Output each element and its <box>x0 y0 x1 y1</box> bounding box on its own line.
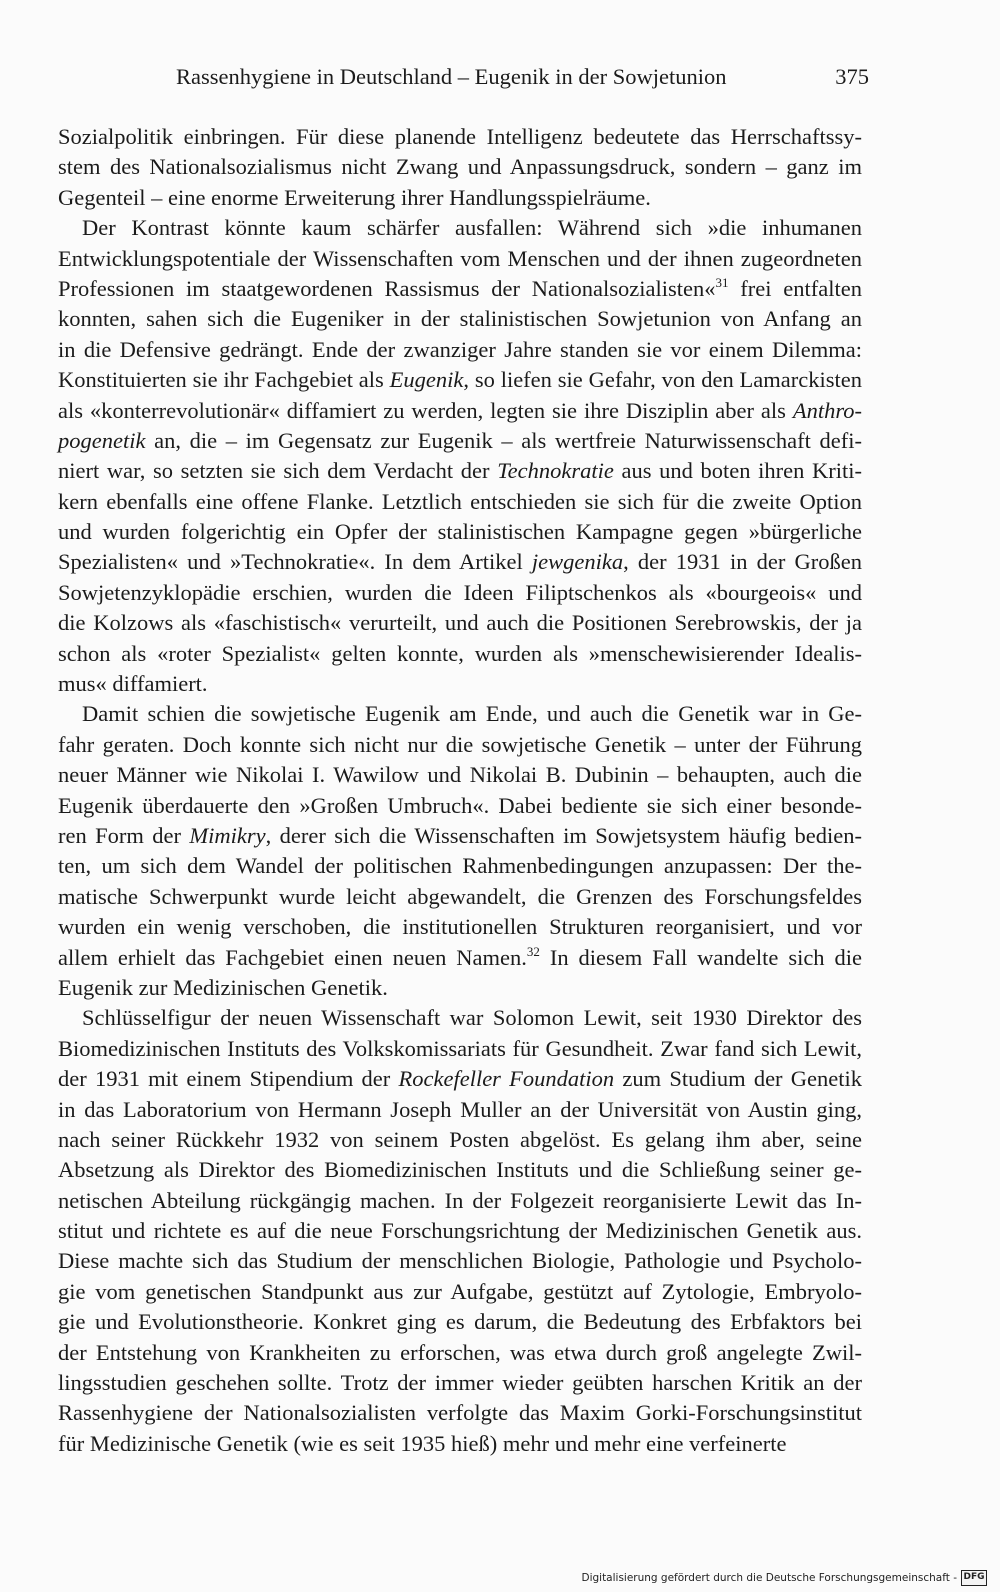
text-segment: als «konterrevolutionär« diffamiert zu werden, legten sie ihre Disziplin aber als <box>58 397 793 423</box>
text-line <box>58 1186 862 1216</box>
text-line <box>58 183 862 213</box>
text-line <box>58 365 862 395</box>
text-line <box>58 912 862 942</box>
text-line <box>58 152 862 182</box>
text-line <box>58 122 862 152</box>
text-line <box>58 274 862 304</box>
text-line <box>58 943 862 973</box>
text-line <box>58 1064 862 1094</box>
text-line <box>58 882 862 912</box>
text-line <box>58 1216 862 1246</box>
text-segment: konnten, sahen sich die Eugeniker in der stalinistischen Sowjetunion von Anfang an <box>58 306 862 332</box>
italic-term: Technokratie <box>497 458 614 484</box>
text-line <box>58 699 862 729</box>
text-line <box>58 1155 862 1185</box>
text-segment: Diese machte sich das Studium der menschlichen Biologie, Pathologie und Psycholo- <box>58 1248 862 1274</box>
text-segment: netischen Abteilung rückgängig machen. In der Folgezeit reorganisierte Lewit das In- <box>58 1187 862 1213</box>
text-line <box>58 1246 862 1276</box>
text-line <box>58 335 862 365</box>
text-segment: frei entfalten <box>728 275 862 301</box>
text-segment: ten, um sich dem Wandel der politischen Rahmenbedingungen anzupassen: Der the- <box>58 853 862 879</box>
italic-term: Rockefeller Foundation <box>398 1066 615 1092</box>
text-line <box>58 1368 862 1398</box>
text-segment: an, die – im Gegensatz zur Eugenik – als wertfreie Naturwissenschaft defi- <box>145 427 862 453</box>
text-segment: Gegenteil – eine enorme Erweiterung ihrer Handlungsspielräume. <box>58 184 651 210</box>
italic-term: pogenetik <box>58 427 146 453</box>
text-segment: , der 1931 in der Großen <box>623 549 862 575</box>
text-segment: matische Schwerpunkt wurde leicht abgewandelt, die Grenzen des Forschungsfeldes <box>58 883 862 909</box>
text-segment: lingsstudien geschehen sollte. Trotz der immer wieder geübten harschen Kritik an der <box>58 1370 862 1396</box>
text-segment: gie und Evolutionstheorie. Konkret ging es darum, die Bedeutung des Erbfaktors bei <box>58 1309 862 1335</box>
text-line <box>58 517 862 547</box>
text-segment: und wurden folgerichtig ein Opfer der stalinistischen Kampagne gegen »bürgerliche <box>58 519 862 545</box>
text-segment: nach seiner Rückkehr 1932 von seinem Posten abgelöst. Es gelang ihm aber, seine <box>58 1126 862 1152</box>
text-segment: Sozialpolitik einbringen. Für diese planende Intelligenz bedeutete das Herrschaftssy- <box>58 124 862 149</box>
text-segment: ren Form der <box>58 822 190 848</box>
text-segment: stem des Nationalsozialismus nicht Zwang und Anpassungsdruck, sondern – ganz im <box>58 154 862 180</box>
text-line <box>58 1277 862 1307</box>
text-line <box>58 426 862 456</box>
text-segment: fahr geraten. Doch konnte sich nicht nur die sowjetische Genetik – unter der Führung <box>58 731 862 757</box>
text-line <box>58 669 862 699</box>
text-segment: , so liefen sie Gefahr, von den Lamarckisten <box>463 367 862 393</box>
text-line <box>58 304 862 334</box>
digitization-credit <box>0 1566 1000 1592</box>
text-line <box>58 396 862 426</box>
text-line <box>58 730 862 760</box>
text-line <box>58 1429 862 1459</box>
footnote-ref: 32 <box>526 943 540 959</box>
text-line <box>58 213 862 243</box>
text-segment: Sowjetenzyklopädie erschien, wurden die Ideen Filiptschenkos als «bourgeois« und <box>58 579 862 605</box>
text-segment: Rassenhygiene der Nationalsozialisten verfolgte das Maxim Gorki-Forschungsinstitut <box>58 1400 862 1426</box>
text-segment: kern ebenfalls eine offene Flanke. Letztlich entschieden sie sich für die zweite Option <box>58 488 862 514</box>
text-segment: Spezialisten« und »Technokratie«. In dem Artikel <box>58 549 532 575</box>
text-segment: neuer Männer wie Nikolai I. Wawilow und Nikolai B. Dubinin – behaupten, auch die <box>58 762 862 788</box>
text-segment: Der Kontrast könnte kaum schärfer ausfallen: Während sich »die inhumanen <box>82 215 862 241</box>
text-line <box>58 821 862 851</box>
text-segment: niert war, so setzten sie sich dem Verdacht der <box>58 458 498 484</box>
text-segment: Absetzung als Direktor des Biomedizinischen Instituts und die Schließung seiner ge- <box>58 1157 862 1183</box>
text-line <box>58 608 862 638</box>
text-line <box>58 456 862 486</box>
text-line <box>58 851 862 881</box>
text-line <box>58 1095 862 1125</box>
text-segment: zum Studium der Genetik <box>614 1066 862 1092</box>
text-segment: Professionen im staatgewordenen Rassismus der Nationalsozialisten« <box>58 275 716 301</box>
text-segment: in das Laboratorium von Hermann Joseph Muller an der Universität von Austin ging, <box>58 1096 862 1122</box>
body-text <box>58 122 862 1459</box>
text-segment: die Kolzows als «faschistisch« verurteilt, und auch die Positionen Serebrowskis, der ja <box>58 610 862 636</box>
text-line <box>58 1398 862 1428</box>
text-line <box>58 1338 862 1368</box>
text-segment: Konstituierten sie ihr Fachgebiet als <box>58 367 390 393</box>
text-segment: aus und boten ihren Kriti- <box>613 458 862 484</box>
text-line <box>58 1307 862 1337</box>
text-line <box>58 578 862 608</box>
text-segment: gie vom genetischen Standpunkt aus zur Aufgabe, gestützt auf Zytologie, Embryolo- <box>58 1278 862 1304</box>
text-segment: Eugenik zur Medizinischen Genetik. <box>58 974 388 1000</box>
text-segment: stitut und richtete es auf die neue Forschungsrichtung der Medizinischen Genetik aus. <box>58 1218 862 1244</box>
text-segment: in die Defensive gedrängt. Ende der zwanziger Jahre standen sie vor einem Dilemma: <box>58 336 862 362</box>
text-segment: mus« diffamiert. <box>58 671 208 697</box>
running-title: Rassenhygiene in Deutschland – Eugenik in der Sowjetunion <box>176 64 727 89</box>
text-segment: für Medizinische Genetik (wie es seit 1935 hieß) mehr und mehr eine verfeinerte <box>58 1430 787 1456</box>
text-segment: In diesem Fall wandelte sich die <box>539 944 862 970</box>
text-segment: allem erhielt das Fachgebiet einen neuen Namen. <box>58 944 527 970</box>
italic-term: Eugenik <box>389 367 464 393</box>
footnote-ref: 31 <box>715 274 729 290</box>
page-number: 375 <box>835 64 869 89</box>
text-line <box>58 244 862 274</box>
text-line <box>58 547 862 577</box>
text-line <box>58 487 862 517</box>
text-segment: wurden ein wenig verschoben, die institutionellen Strukturen reorganisiert, und vor <box>58 914 862 940</box>
text-line <box>58 1003 862 1033</box>
text-line <box>58 973 862 1003</box>
italic-term: Anthro- <box>792 397 862 423</box>
text-segment: Schlüsselfigur der neuen Wissenschaft war Solomon Lewit, seit 1930 Direktor des <box>82 1005 862 1031</box>
credit-text: Digitalisierung gefördert durch die Deutsche Forschungsgemeinschaft - <box>581 1572 957 1584</box>
text-segment: Damit schien die sowjetische Eugenik am Ende, und auch die Genetik war in Ge- <box>82 701 862 727</box>
text-segment: , derer sich die Wissenschaften im Sowjetsystem häufig bedien- <box>265 822 862 848</box>
text-line <box>58 1034 862 1064</box>
text-segment: Eugenik überdauerte den »Großen Umbruch«. Dabei bediente sie sich einer besonde- <box>58 792 862 818</box>
text-segment: der 1931 mit einem Stipendium der <box>58 1066 399 1092</box>
text-segment: Biomedizinischen Instituts des Volkskomissariats für Gesundheit. Zwar fand sich Lewit, <box>58 1035 862 1061</box>
text-line <box>58 1125 862 1155</box>
dfg-logo: DFG <box>961 1570 987 1586</box>
italic-term: Mimikry <box>189 822 266 848</box>
text-segment: der Entstehung von Krankheiten zu erforschen, was etwa durch groß angelegte Zwil- <box>58 1339 862 1365</box>
text-line <box>58 791 862 821</box>
text-line <box>58 639 862 669</box>
text-segment: Entwicklungspotentiale der Wissenschaften vom Menschen und der ihnen zugeordneten <box>58 245 862 271</box>
italic-term: jewgenika <box>531 549 624 575</box>
text-line <box>58 760 862 790</box>
text-segment: schon als «roter Spezialist« gelten konnte, wurden als »menschewisierender Idealis- <box>58 640 862 666</box>
